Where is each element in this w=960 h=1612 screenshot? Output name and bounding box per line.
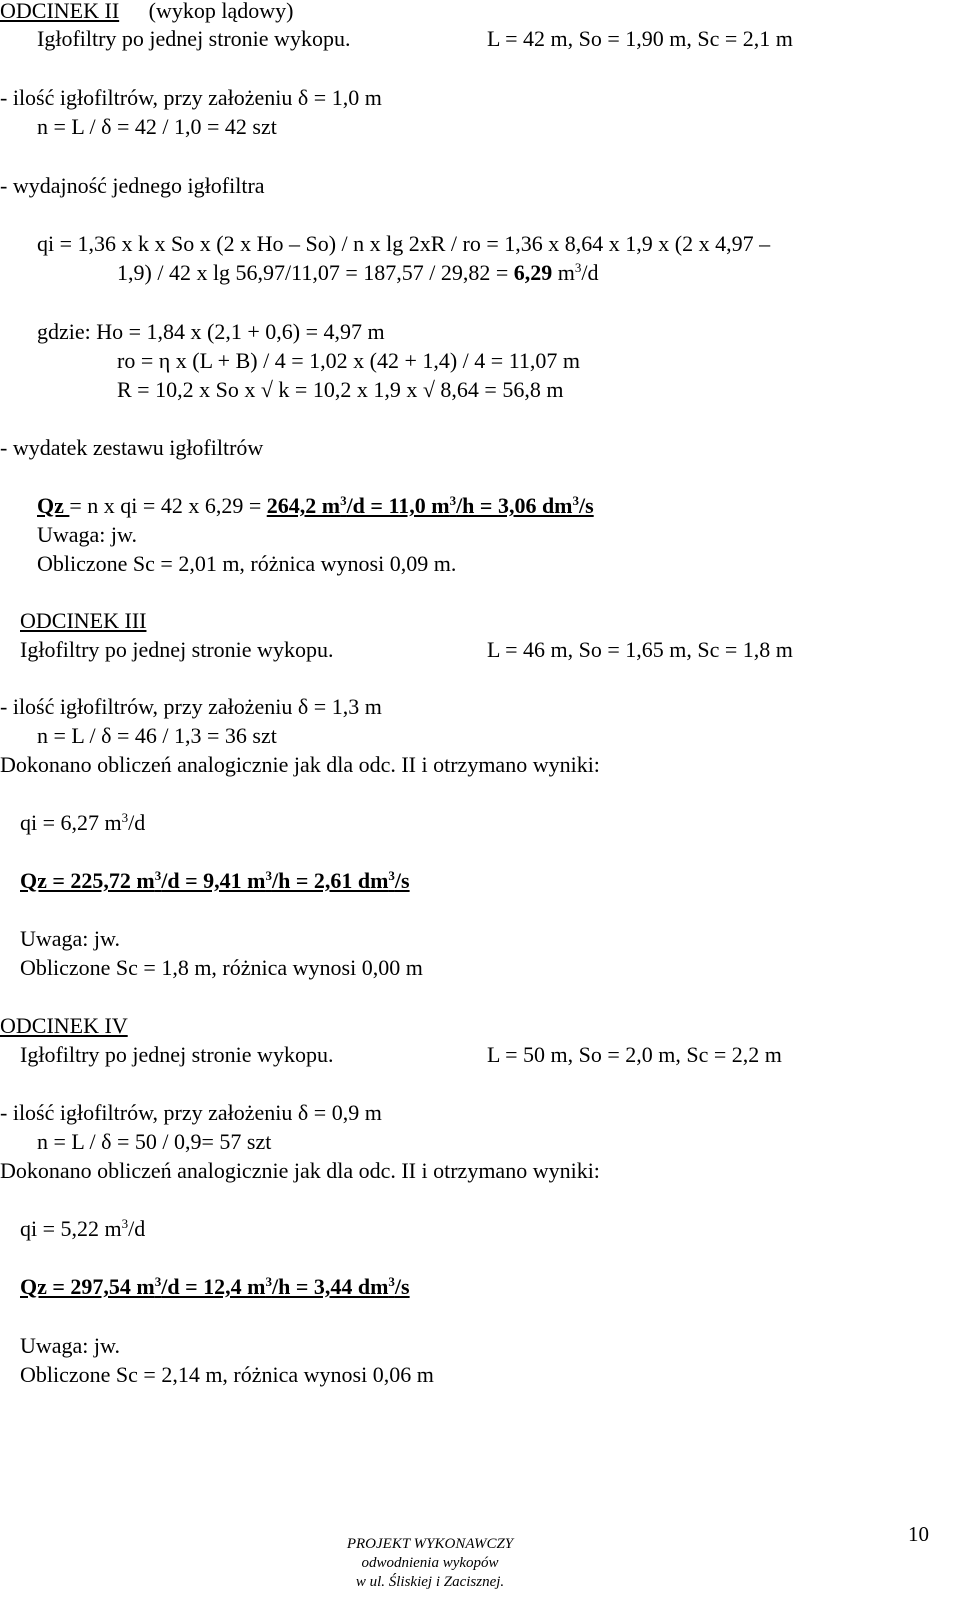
section-title: ODCINEK II — [0, 0, 120, 23]
page-footer — [300, 1535, 560, 1592]
where-r-part: 8,64 = 56,8 m — [434, 377, 564, 402]
qz-label: Qz — [37, 493, 70, 518]
count-formula: n = L / δ = 46 / 1,3 = 36 szt — [37, 723, 277, 748]
section-params: L = 42 m, So = 1,90 m, Sc = 2,1 m — [487, 26, 793, 51]
where-r — [117, 377, 563, 403]
qz-result: Qz = 297,54 $m^3/d = 12,4$ $m^3/h = 3,44$ $dm^3/s$ — [20, 1274, 410, 1299]
where-r-part: k = 10,2 x 1,9 x — [272, 377, 423, 402]
qz-line — [37, 493, 594, 519]
section-params: L = 50 m, So = 2,0 m, Sc = 2,2 m — [487, 1042, 782, 1067]
section-description: Igłofiltry po jednej stronie wykopu. — [20, 637, 334, 662]
qi-result: 6,29 — [513, 260, 553, 285]
count-formula: n = L / δ = 50 / 0,9= 57 szt — [37, 1129, 272, 1154]
yield-intro: - wydajność jednego igłofiltra — [0, 173, 265, 198]
section-note: (wykop lądowy) — [148, 0, 294, 23]
qi-result: qi = 6,27 $m^3/d$ — [20, 810, 146, 835]
count-formula: n = L / δ = 42 / 1,0 = 42 szt — [37, 114, 277, 139]
page-number: 10 — [908, 1522, 929, 1546]
count-intro: - ilość igłofiltrów, przy założeniu δ = 1,0 m — [0, 85, 382, 110]
sqrt-icon: √ — [422, 377, 435, 402]
section-description: Igłofiltry po jednej stronie wykopu. — [37, 26, 351, 51]
qi-result: qi = 5,22 $m^3/d$ — [20, 1216, 146, 1241]
analog-note: Dokonano obliczeń analogicznie jak dla odc. II i otrzymano wyniki: — [0, 752, 600, 777]
footer-line: odwodnienia wykopów — [361, 1555, 499, 1571]
section-title: ODCINEK IV — [0, 1013, 128, 1038]
superscript: 3 — [574, 260, 582, 275]
qi-formula-line2 — [117, 260, 599, 286]
qz-result: 264,2 $m^3/d = 11,0$ $m^3/h = 3,06$ $dm^3/s$ — [266, 493, 594, 518]
where-ho: gdzie: Ho = 1,84 x (2,1 + 0,6) = 4,97 m — [37, 319, 385, 344]
computed-sc: Obliczone Sc = 2,14 m, różnica wynosi 0,06 m — [20, 1362, 434, 1387]
count-intro: - ilość igłofiltrów, przy założeniu δ = 0,9 m — [0, 1100, 382, 1125]
qi-unit: m — [552, 260, 575, 285]
footer-line: PROJEKT WYKONAWCZY — [346, 1536, 514, 1552]
sqrt-icon: √ — [260, 377, 273, 402]
qi-formula-line1: qi = 1,36 x k x So x (2 x Ho – So) / n x lg 2xR / ro = 1,36 x 8,64 x 1,9 x (2 x 4,97 – — [37, 231, 771, 256]
where-r-part: R = 10,2 x So x — [117, 377, 261, 402]
qi-formula-text: 1,9) / 42 x lg 56,97/11,07 = 187,57 / 29,82 = — [117, 260, 514, 285]
section-title: ODCINEK III — [20, 608, 147, 633]
analog-note: Dokonano obliczeń analogicznie jak dla odc. II i otrzymano wyniki: — [0, 1158, 600, 1183]
set-intro: - wydatek zestawu igłofiltrów — [0, 435, 264, 460]
qi-unit-end: /d — [581, 260, 599, 285]
note: Uwaga: jw. — [37, 522, 137, 547]
count-intro: - ilość igłofiltrów, przy założeniu δ = 1,3 m — [0, 694, 382, 719]
where-ro: ro = η x (L + B) / 4 = 1,02 x (42 + 1,4) / 4 = 11,07 m — [117, 348, 580, 373]
qz-formula: = n x qi = 42 x 6,29 = — [69, 493, 267, 518]
section-description: Igłofiltry po jednej stronie wykopu. — [20, 1042, 334, 1067]
computed-sc: Obliczone Sc = 2,01 m, różnica wynosi 0,09 m. — [37, 551, 457, 576]
note: Uwaga: jw. — [20, 1333, 120, 1358]
computed-sc: Obliczone Sc = 1,8 m, różnica wynosi 0,00 m — [20, 955, 423, 980]
qz-result: Qz = 225,72 $m^3/d = 9,41$ $m^3/h = 2,61$ $dm^3/s$ — [20, 868, 410, 893]
section-params: L = 46 m, So = 1,65 m, Sc = 1,8 m — [487, 637, 793, 662]
section-heading-2 — [0, 0, 293, 24]
footer-line: w ul. Śliskiej i Zacisznej. — [355, 1574, 505, 1590]
note: Uwaga: jw. — [20, 926, 120, 951]
